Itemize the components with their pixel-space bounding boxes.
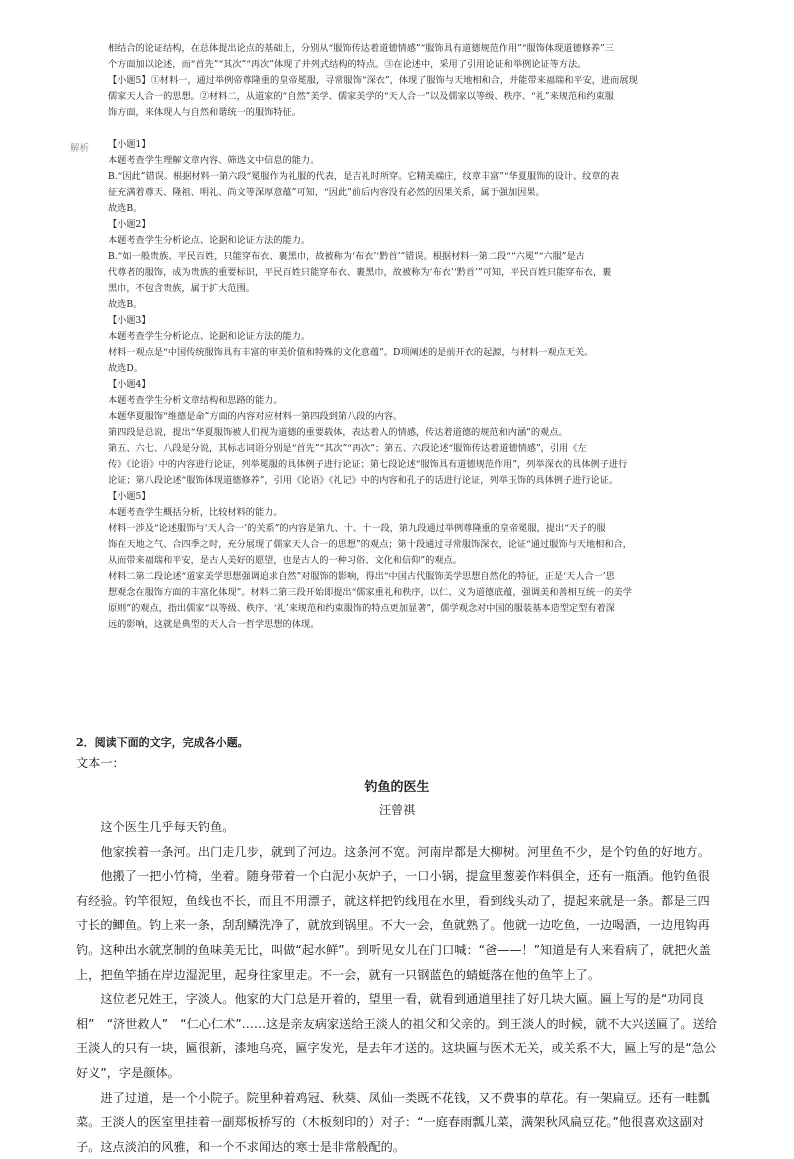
story-paragraph: 这位老兄姓王，字淡人。他家的大门总是开着的，望里一看，就看到通道里挂了好几块大匾。匾上写的是“功同良相” “济世救人” “仁心仁术”……这是亲友病家送给王淡人的祖父和父亲的。到王淡人的时候，就不大兴送匾了。送给王淡人的只有一块，匾很新，漆地乌亮，匾字发光，是去年才送的。这块匾与医术无关，或关系不大，匾上写的是“急公好义”，字是颜体。 [76,992,717,1080]
analysis-line: 【小题5】 [108,491,151,502]
analysis-line: 原则”的观点，指出儒家“以等级、秩序、‘礼’来规范和约束服饰的特点更加显著”，儒学观念对中国的服装基本造型定型有着深 [108,603,615,614]
answer-line: 相结合的论证结构，在总体提出论点的基础上，分别从“服饰传达着道德情感”“服饰具有道德规范作用”“服饰体现道德修养”三 [108,43,614,54]
story-body [76,815,718,1159]
answer-line: 饰方面，来体现人与自然和谐统一的服饰特征。 [108,107,301,118]
analysis-block [108,137,748,633]
analysis-line: 故选D。 [108,363,143,374]
text-label: 文本一： [76,756,125,770]
analysis-line: 论证；第八段论述“服饰体现道德修养”，引用《论语》《礼记》中的内容和孔子的话进行论证，列举玉饰的具体例子进行论证。 [108,475,619,486]
analysis-line: 想观念在服饰方面的丰富化体现”。材料二第三段开始即提出“儒家重礼和秩序，以仁、义为道德底蕴，强调美和善相互统一的美学 [108,587,632,598]
analysis-line: 【小题4】 [108,379,151,390]
analysis-line: B.“如一般贵族、平民百姓，只能穿布衣、裹黑巾，故被称为‘布衣’‘黔首’”错误。根据材料一第二段““六冕”“六服”是古 [108,251,585,262]
analysis-line: 远的影响，这就是典型的天人合一哲学思想的体现。 [108,619,320,630]
analysis-line: 本题考查学生概括分析，比较材料的能力。 [108,507,283,518]
analysis-line: 征充满着尊天、隆祖、明礼、尚文等深厚意蕴”可知，“因此”前后内容没有必然的因果关系，属于强加因果。 [108,187,545,198]
analysis-line: 故选B。 [108,203,143,214]
analysis-line: 【小题2】 [108,219,151,230]
analysis-line: 材料二第二段论述“道家美学思想强调追求自然”对服饰的影响，得出“中国古代服饰美学思想自然化的特征，正是‘天人合一’思 [108,571,615,582]
analysis-line: 材料一涉及“论述服饰与‘天人合一’的关系”的内容是第九、十、十一段，第九段通过举例尊隆重的皇帝冕服，提出“天子的服 [108,523,606,534]
question-heading: 2．阅读下面的文字，完成各小题。 [76,736,249,749]
analysis-line: 第五、六七、八段是分说，其标志词语分别是“首先”“其次”“再次”；第五、六段论述“服饰传达着道德情感”，引用《左 [108,443,587,454]
analysis-line: 【小题3】 [108,315,151,326]
analysis-line: B.“因此”错误。根据材料一第六段“冕服作为礼服的代表，是吉礼时所穿。它精美端庄，纹章丰富”“华夏服饰的设计、纹章的表 [108,171,619,182]
analysis-line: 本题考查学生分析论点、论据和论证方法的能力。 [108,331,311,342]
answer-line: 【小题5】①材料一，通过举例帝尊隆重的皇帝冕服，寻常服饰“深衣”，体现了服饰与天地相和合，并能带来福瑞和平安，进而展现 [108,75,638,86]
story-paragraph: 这个医生几乎每天钓鱼。 [100,820,235,834]
analysis-line: 本题考查学生理解文章内容、筛选文中信息的能力。 [108,155,320,166]
story-paragraph: 进了过道，是一个小院子。院里种着鸡冠、秋葵、凤仙一类既不花钱，又不费事的草花。有一架扁豆。还有一畦瓢菜。王淡人的医室里挂着一副郑板桥写的（木板刻印的）对子：“一庭春雨瓢儿菜，满架秋风扁豆花。”他很喜欢这副对子。这点淡泊的风雅，和一个不求闻达的寒士是非常般配的。 [76,1090,710,1154]
analysis-line: 从而带来福瑞和平安，是古人美好的愿望，也是古人的一种习俗、文化和信仰”的观点。 [108,555,462,566]
answer-continuation [108,41,748,121]
analysis-line: 代尊者的服饰，成为贵族的重要标识，平民百姓只能穿布衣、裹黑巾，故被称为‘布衣’‘黔首’”可知，平民百姓只能穿布衣，裹 [108,267,612,278]
story-paragraph: 他搬了一把小竹椅，坐着。随身带着一个白泥小灰炉子，一口小锅，提盒里葱姜作料俱全，还有一瓶酒。他钓鱼很有经验。钓竿很短，鱼线也不长，而且不用漂子，就这样把钓线甩在水里，看到线头动了，提起来就是一条。都是三四寸长的鲫鱼。钓上来一条，刮刮鳞洗净了，就放到锅里。不大一会，鱼就熟了。他就一边吃鱼，一边喝酒，一边甩钩再钓。这种出水就烹制的鱼味美无比，叫做“起水鲜”。到听见女儿在门口喊：“爸——！”知道是有人来看病了，就把火盖上，把鱼竿插在岸边湿泥里，起身往家里走。不一会，就有一只钢蓝色的蜻蜓落在他的鱼竿上了。 [76,869,711,982]
analysis-line: 故选B。 [108,299,143,310]
analysis-line: 本题考查学生分析论点、论据和论证方法的能力。 [108,235,311,246]
analysis-line: 【小题1】 [108,139,151,150]
analysis-line: 第四段是总说，提出“华夏服饰被人们视为道德的重要载体，表达着人的情感，传达着道德的规范和内涵”的观点。 [108,427,568,438]
analysis-line: 材料一观点是“中国传统服饰具有丰富的审美价值和特殊的文化意蕴”。D项阐述的是前开衣的起源，与材料一观点无关。 [108,347,594,358]
analysis-label: 解析 [70,143,90,154]
analysis-line: 传》《论语》中的内容进行论证，列举冕服的具体例子进行论证；第七段论述“服饰具有道德规范作用”，列举深衣的具体例子进行 [108,459,628,470]
analysis-line: 饰在天地之气、合四季之时，充分展现了儒家天人合一的思想”的观点；第十段通过寻常服饰深衣，论证“通过服饰与天地相和合， [108,539,632,550]
analysis-line: 黑巾，不包含贵族，属于扩大范围。 [108,283,255,294]
analysis-line: 本题考查学生分析文章结构和思路的能力。 [108,395,283,406]
answer-line: 个方面加以论述，而“首先”“其次”“再次”体现了并列式结构的特点。③在论述中，采用了引用论证和举例论证等方法。 [108,59,587,70]
story-author: 汪曾祺 [378,803,415,817]
story-paragraph: 他家挨着一条河。出门走几步，就到了河边。这条河不宽。河南岸都是大柳树。河里鱼不少，是个钓鱼的好地方。 [100,844,710,859]
answer-line: 儒家天人合一的思想。②材料二，从道家的“自然”美学、儒家美学的“天人合一”以及儒家以等级、秩序、“礼”来规范和约束服 [108,91,614,102]
story-title: 钓鱼的医生 [364,780,430,795]
analysis-line: 本题华夏服饰“维德是命”方面的内容对应材料一第四段到第八段的内容。 [108,411,403,422]
